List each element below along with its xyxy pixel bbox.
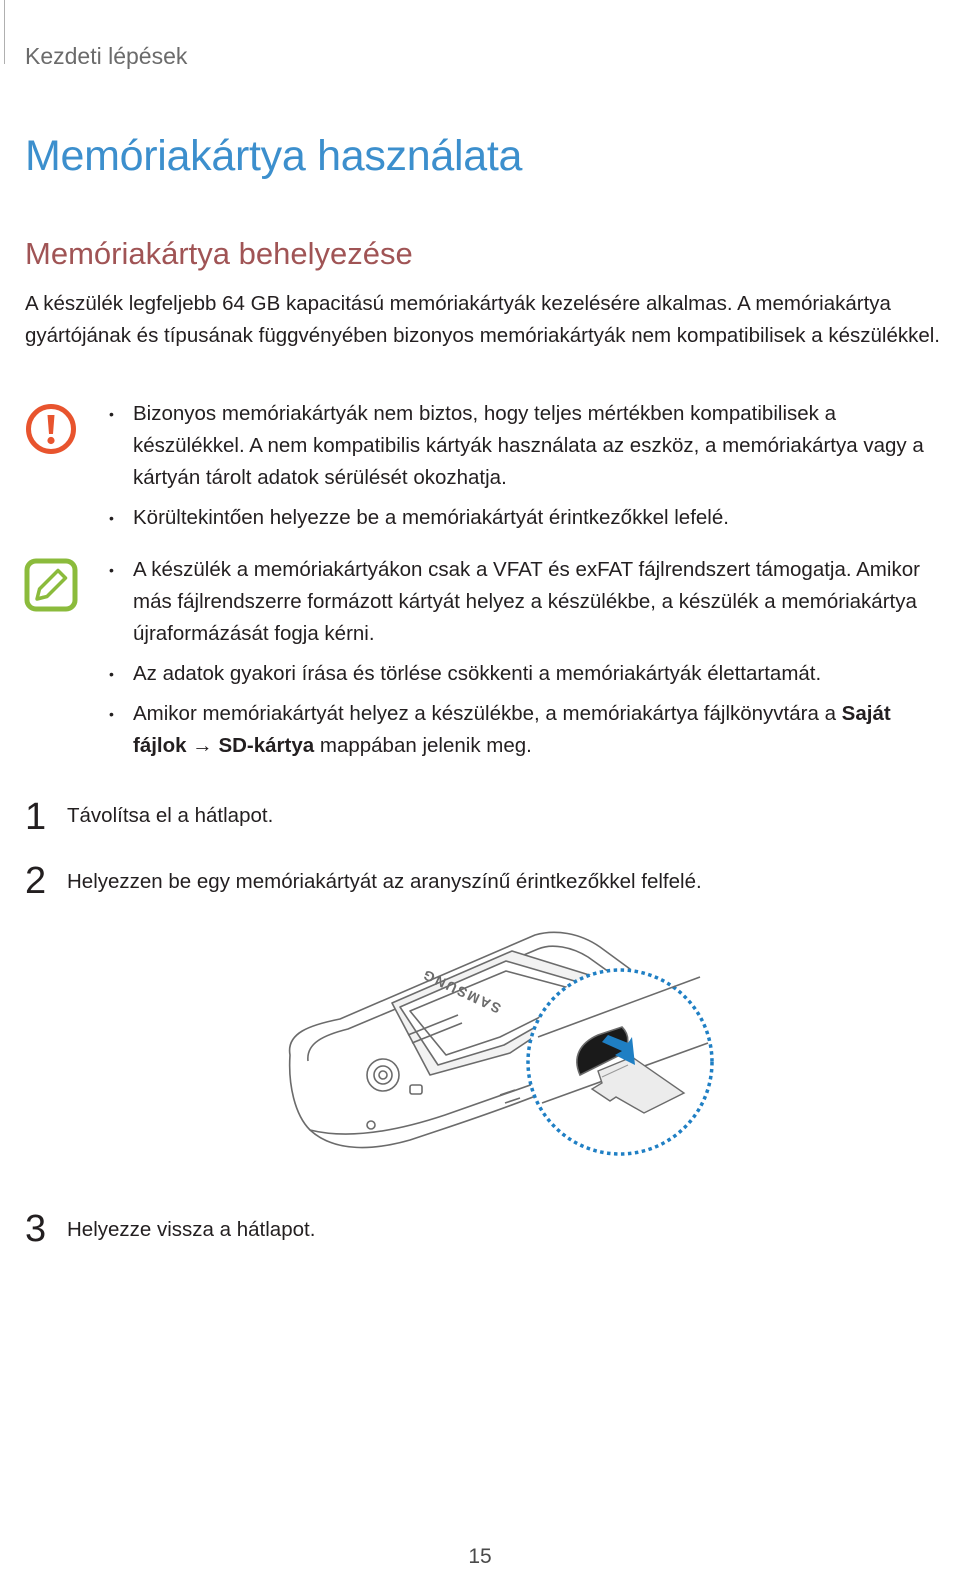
battery-brand-label: SAMSUNG (418, 966, 504, 1017)
bullet-icon: • (109, 706, 114, 722)
memory-card-insertion-illustration (280, 925, 725, 1170)
caution-item-text: Körültekintően helyezze be a memóriakártyát érintkezőkkel lefelé. (133, 506, 729, 529)
path-arrow: → (186, 734, 219, 757)
note-item-text: A készülék a memóriakártyákon csak a VFAT és exFAT fájlrendszert támogatja. Amikor más fájlrendszerre formázott kártyát helyez a készülékbe, a készülék a memóriakártya újraformázását fogja kérni. (133, 558, 920, 645)
note-item-text: Az adatok gyakori írása és törlése csökkenti a memóriakártyák élettartamát. (133, 662, 822, 685)
caution-item (0, 502, 948, 534)
page-edge-line (4, 0, 5, 64)
step-number: 2 (25, 860, 47, 902)
caution-item-text: Bizonyos memóriakártyák nem biztos, hogy teljes mértékben kompatibilisek a készülékkel. A nem kompatibilis kártyák használata az eszköz, a memóriakártya vagy a kártyán tárolt adatok sérülését okozhatja. (133, 402, 924, 489)
folder-name-sd-card: SD-kártya (218, 734, 315, 757)
note-list (0, 554, 960, 762)
note-item-text-after: mappában jelenik meg. (314, 734, 532, 757)
section-subtitle: Memóriakártya behelyezése (25, 236, 413, 271)
bullet-icon: • (109, 562, 114, 578)
note-item (0, 554, 948, 650)
bullet-icon: • (109, 406, 114, 422)
page-number: 15 (468, 1545, 492, 1568)
bullet-icon: • (109, 510, 114, 526)
note-item-text-before: Amikor memóriakártyát helyez a készülékbe, a memóriakártya fájlkönyvtára a (133, 702, 842, 725)
section-label: Kezdeti lépések (25, 43, 188, 69)
step-text: Helyezzen be egy memóriakártyát az aranyszínű érintkezőkkel felfelé. (67, 870, 702, 893)
bullet-icon: • (109, 666, 114, 682)
intro-paragraph: A készülék legfeljebb 64 GB kapacitású memóriakártyák kezelésére alkalmas. A memóriakártya gyártójának és típusának függvényében bizonyos memóriakártyák nem kompatibilisek a készülékkel. (25, 292, 941, 347)
folder-name-own-files: Saját fájlok (133, 702, 891, 757)
caution-list (0, 398, 960, 534)
caution-item (0, 398, 948, 494)
step-text: Távolítsa el a hátlapot. (67, 804, 274, 827)
step-text: Helyezze vissza a hátlapot. (67, 1218, 316, 1241)
step-number: 1 (25, 796, 47, 838)
step-number: 3 (25, 1208, 47, 1250)
page-title: Memóriakártya használata (25, 132, 523, 180)
note-item (0, 698, 948, 762)
note-item (0, 658, 948, 690)
